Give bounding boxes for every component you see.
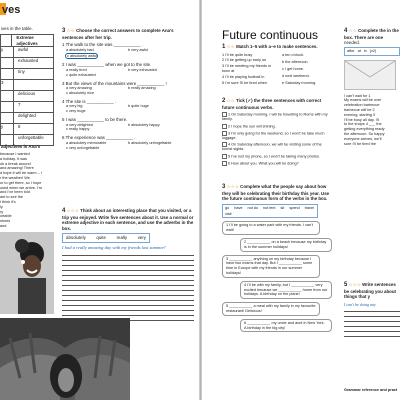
tick-item <box>222 142 332 152</box>
option-b[interactable]: b quite huge <box>128 104 149 109</box>
story-line: and amazing! There <box>0 166 34 171</box>
exercise-title: Choose the correct answers to complete Ana's sentences after her trip. <box>62 28 174 40</box>
exercise-title: Complete the in the box. There are one <box>344 28 399 40</box>
letter-line: I'll be busy all day. I'll <box>344 117 380 122</box>
difficulty-stars: ☆☆ <box>348 28 357 33</box>
exercise-4-left <box>62 208 194 321</box>
letter-line: the afternoon. So happy <box>344 131 385 136</box>
answer-lines[interactable] <box>344 307 400 337</box>
exercise-3-left <box>62 28 194 153</box>
match-left: 3 I'll be meeting my friends in town at <box>222 64 272 73</box>
exercise-number: 3 <box>222 184 226 190</box>
table-cell <box>16 80 20 90</box>
match-right[interactable]: a ten o'clock. <box>282 52 305 57</box>
letter-text <box>344 94 400 147</box>
table-cell: unforgettable <box>18 135 44 141</box>
box-word: really <box>116 235 128 241</box>
exercise-2 <box>222 98 332 167</box>
story-line: because I wanted <box>0 152 30 156</box>
letter-line: barbecue will be 2 <box>344 107 375 112</box>
letter-line: celebration barbecue <box>344 103 380 108</box>
section-title: ves <box>2 4 21 16</box>
table-cell: delicious <box>18 91 36 97</box>
speech-bubble[interactable]: 1 I'll be going to a water park with my friends. I can't wait! <box>222 221 320 235</box>
story-line: and I've been told <box>0 190 30 195</box>
option-b[interactable]: b really amazing <box>128 86 156 91</box>
option-b[interactable]: b very exhausted <box>128 67 157 72</box>
option-c[interactable]: c quite exhausted <box>66 72 96 77</box>
exercise-number: 5 <box>344 282 348 288</box>
preposition-box <box>344 47 400 56</box>
adverb-box <box>62 233 150 243</box>
exercise-4 <box>344 28 400 146</box>
answer-lines[interactable] <box>62 251 194 321</box>
table-cell[interactable] <box>1 102 14 112</box>
tick-text: 6 How about you. What you will be doing? <box>228 161 299 166</box>
table-cell[interactable] <box>1 69 14 79</box>
question-item <box>62 135 194 150</box>
option-a[interactable]: a absolutely memorable <box>66 140 107 145</box>
tick-box[interactable] <box>222 161 227 166</box>
difficulty-stars: ☆☆ <box>66 28 75 33</box>
exercise-title: Complete what the people say about how they will be celebrating their birthday this year. Use the future continuous form of the verbs in the box. <box>222 184 330 202</box>
difficulty-stars: ☆☆ <box>226 44 235 49</box>
box-word: in <box>363 48 367 53</box>
example-answer: I had a really amazing day with my friends last summer! <box>62 244 166 250</box>
difficulty-stars: ☆☆☆ <box>226 184 239 189</box>
story-line: d hope it will be warm – I <box>0 171 42 176</box>
adjective-table <box>0 34 54 146</box>
story-line: ortable <box>0 214 12 219</box>
question-text: 4 The site is ___________ . <box>62 98 117 104</box>
option-a[interactable]: a very big <box>66 104 83 109</box>
letter-line: I can't wait for 1 <box>344 93 371 98</box>
table-cell[interactable] <box>1 113 14 123</box>
box-word: have <box>234 205 243 210</box>
story-line: ly <box>0 204 3 209</box>
difficulty-stars: ☆☆☆ <box>348 282 361 287</box>
box-word: not do <box>247 205 259 210</box>
table-cell: exhausted <box>18 58 39 64</box>
left-page <box>0 0 199 400</box>
tick-box[interactable] <box>222 112 227 117</box>
story-line: ant to see the <box>0 195 24 200</box>
option-c[interactable]: c absolutely nice <box>66 90 95 95</box>
exercise-number: 3 <box>62 28 66 34</box>
tick-item <box>222 112 332 122</box>
table-row <box>0 80 54 91</box>
table-cell[interactable]: y <box>1 124 14 134</box>
exercise-title: Tick (✓) the three sentences with correct future continuous verbs. <box>222 98 322 110</box>
tick-text: 2 I hope the sun will shining. <box>228 124 276 129</box>
verb-box <box>222 204 318 219</box>
table-cell[interactable]: 3 <box>1 80 14 90</box>
box-word: at <box>357 48 361 53</box>
box-word: visit <box>225 211 232 216</box>
table-row <box>0 102 54 113</box>
page-title: Future continuous <box>222 28 319 42</box>
question-item <box>62 62 194 77</box>
example-answer: I can't be doing any <box>344 301 376 307</box>
match-left: 2 I'll be getting up early on <box>222 58 267 63</box>
tick-item <box>222 154 332 159</box>
match-right[interactable]: c I get home. <box>282 66 304 71</box>
letter-line: to the shops 4 ___ the <box>344 122 382 127</box>
letter-line: My exams will be over <box>344 98 382 103</box>
question-text: 1 The walk to the site was ___________ . <box>62 42 143 48</box>
speech-bubble[interactable]: 5 ___________ a meal with my family in my favourite restaurant! Delicious! <box>222 302 320 316</box>
tick-box[interactable] <box>222 154 227 159</box>
table-cell[interactable] <box>1 58 14 68</box>
story-line: I think it's <box>0 199 16 204</box>
table-cell: awful <box>18 47 29 53</box>
option-c[interactable]: c very huge <box>66 109 86 114</box>
story-line: r the weather! We <box>0 175 30 180</box>
table-row <box>0 69 54 80</box>
tick-text: 4 On Saturday afternoon, we will be visiting some of the tourist sights. <box>222 142 322 152</box>
table-row <box>0 91 54 102</box>
table-row <box>0 124 54 135</box>
letter-line: evening, starting 3 <box>344 112 376 117</box>
match-left: 5 I'm sure I'll be tired when <box>222 80 267 85</box>
question-text: 3 But the views of the mountains were ___________ ! <box>62 80 167 86</box>
tick-text: 5 I've lost my phone, so I won't be taking many photos. <box>228 154 320 159</box>
options-row <box>62 48 194 53</box>
exercise-number: 4 <box>62 208 66 214</box>
tick-box[interactable] <box>222 131 227 136</box>
right-page <box>202 0 400 400</box>
table-row <box>0 47 54 58</box>
box-word: after <box>347 48 355 53</box>
speech-bubble[interactable]: 2 ___________ on a beach because my birthday is in the summer holidays! <box>240 238 332 252</box>
tick-text: 1 On Saturday morning, I will be travelling to Rome with my family. <box>222 112 328 122</box>
story-line: a holiday. It was <box>0 156 27 161</box>
table-cell: delighted <box>18 113 36 119</box>
question-item <box>62 117 194 132</box>
speech-bubble[interactable]: 3 ___________ anything on my birthday because I have two exams that day. But I ___________ some time in Europe with my friends in our summer holidays! <box>222 255 320 278</box>
box-word: travel <box>304 205 314 210</box>
option-a[interactable]: a very amazing <box>66 86 92 91</box>
match-left: 1 I'll be quite busy <box>222 52 253 57</box>
story-line: ur to get there, so I hope <box>0 180 42 185</box>
option-c[interactable]: c really happy <box>66 127 90 132</box>
option-c[interactable]: c absolutely awful <box>67 53 97 58</box>
option-a[interactable]: a really tired <box>66 67 87 72</box>
exercise-3 <box>222 184 332 335</box>
exercise-number: 4 <box>344 28 348 34</box>
letter-line: sure I'll be tired the <box>344 141 376 146</box>
question-item <box>62 42 194 59</box>
option-a[interactable]: a absolutely bad <box>66 47 94 52</box>
box-word: sit <box>280 205 285 210</box>
story-line: and <box>0 223 7 228</box>
question-text: 2 I was ___________ when we got to the site. <box>62 62 152 68</box>
option-c[interactable]: c very unforgettable <box>66 145 100 150</box>
difficulty-stars: ☆☆☆ <box>66 208 79 213</box>
woman-photo <box>0 232 54 314</box>
exercise-number: 2 <box>222 98 226 104</box>
cave-photo <box>0 318 130 400</box>
option-a[interactable]: a very delighted <box>66 122 93 127</box>
table-caption: adjectives in Ana's <box>1 144 41 149</box>
table-row <box>0 113 54 124</box>
speech-bubble[interactable]: 4 I'll be with my family, but I ___________ very excited because we ___________ home from our holidays. A birthday on the plane! <box>240 281 332 299</box>
table-row <box>0 58 54 69</box>
match-right[interactable]: d next weekend. <box>282 74 310 79</box>
tick-item <box>222 161 332 166</box>
box-word: (x2) <box>369 48 377 53</box>
question-text: 6 The experience was ___________ . <box>62 135 136 141</box>
option-b[interactable]: b absolutely happy <box>128 122 160 127</box>
box-word: quite <box>96 235 106 241</box>
exercise-title: Think about an interesting place that you visited, or a trip you enjoyed. Write five sentences about it. Use a normal or extreme adjective in each sentence, and use the adverbs in the box. <box>62 208 194 231</box>
option-b[interactable]: b absolutely unforgettable <box>128 140 172 145</box>
option-b[interactable]: b very awful <box>128 47 149 52</box>
match-right[interactable]: b the afternoon. <box>282 59 309 64</box>
difficulty-stars: ☆☆ <box>226 98 235 103</box>
question-item <box>62 99 194 114</box>
table-cell[interactable]: y <box>1 47 14 57</box>
question-item <box>62 81 194 96</box>
tick-item <box>222 131 332 141</box>
box-word: not feel <box>263 205 276 210</box>
story-line: ok a break around <box>0 161 31 166</box>
story-line: shoes <box>0 219 11 224</box>
exercise-title: Write sentences be celebrating you about things that y <box>344 282 396 300</box>
story-text <box>0 152 50 229</box>
table-cell[interactable] <box>1 91 14 101</box>
table-intro: ives in the table. <box>1 26 33 31</box>
exercise-title: Match 1–5 with a–e to make sentences. <box>236 44 318 49</box>
speech-bubble[interactable]: 6 ___________ my uncle and aunt in New York. A birthday in the big city! <box>240 319 332 333</box>
table-cell: 7 <box>18 102 21 108</box>
tick-box[interactable] <box>222 142 227 147</box>
envelope-graphic <box>344 60 396 90</box>
match-right[interactable]: e Saturday morning. <box>282 81 317 86</box>
letter-line: getting everything ready <box>344 127 385 132</box>
box-word: very <box>137 235 146 241</box>
tick-text: 3 I'm only going for the weekend, so I won't be take much luggage. <box>222 131 325 140</box>
question-text: 5 I was ___________ to be there. <box>62 116 128 122</box>
exercise-5 <box>344 282 400 337</box>
exercise-number: 1 <box>222 44 226 50</box>
box-word: absolutely <box>66 235 86 241</box>
table-header: Extreme adjectives <box>16 35 38 46</box>
exercise-1 <box>222 44 332 89</box>
box-word: spend <box>289 205 300 210</box>
table-cell: tiny <box>18 69 25 75</box>
match-left: 4 I'll be playing football in <box>222 74 265 79</box>
story-line: ry <box>0 209 4 214</box>
footer-note: Grammar reference and pract <box>344 388 398 392</box>
letter-line: everyone arrives, we'll <box>344 136 382 141</box>
box-word: go <box>225 205 230 210</box>
needed-text: needed. <box>344 40 360 46</box>
table-cell: 8 <box>18 124 21 130</box>
tick-item <box>222 124 332 129</box>
story-line: used when we arrive. I'm <box>0 185 42 190</box>
tick-box[interactable] <box>222 124 227 129</box>
